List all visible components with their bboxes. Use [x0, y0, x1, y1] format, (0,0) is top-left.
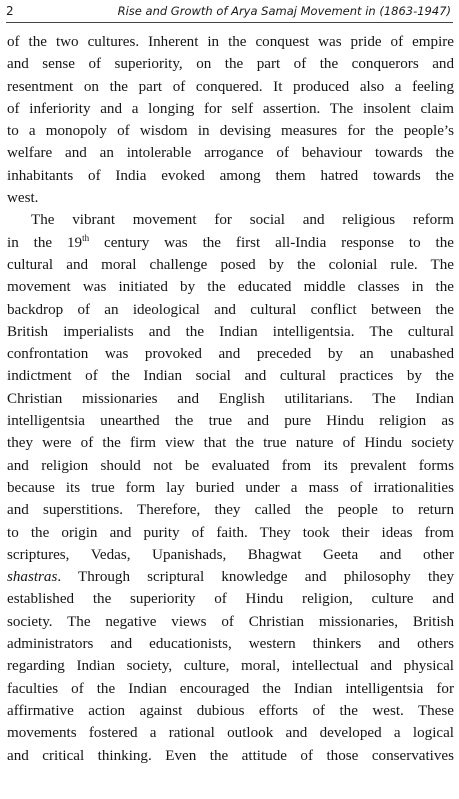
- text-fragment: in the 19: [7, 234, 83, 251]
- text-line: [7, 566, 454, 588]
- text-line: of inferiority and a longing for self assertion. The insolent claim: [7, 100, 454, 117]
- paragraph-2: [7, 209, 454, 766]
- text-line: to the origin and purity of faith. They took their ideas from: [7, 524, 454, 541]
- running-title: Rise and Growth of Arya Samaj Movement in (1863-1947): [117, 4, 451, 18]
- text-line: of the two cultures. Inherent in the conquest was pride of empire: [7, 34, 454, 50]
- text-line: regarding Indian society, culture, moral, intellectual and physical: [7, 658, 454, 675]
- text-line: inhabitants of India evoked among them hatred towards the: [7, 167, 454, 184]
- text-line: and critical thinking. Even the attitude of those conservatives: [7, 747, 454, 764]
- page-number: 2: [6, 4, 14, 18]
- text-line: and sense of superiority, on the part of the conquerors and: [7, 56, 454, 73]
- text-fragment: century was the first all-India response to the: [89, 234, 454, 251]
- text-line: administrators and educationists, western thinkers and others: [7, 636, 454, 653]
- text-line: to a monopoly of wisdom in devising measures for the people’s: [7, 123, 454, 140]
- text-line: west.: [7, 190, 39, 207]
- text-line: resentment on the part of conquered. It produced also a feeling: [7, 78, 454, 95]
- text-line: established the superiority of Hindu religion, culture and: [7, 591, 454, 608]
- text-line: intelligentsia unearthed the true and pure Hindu religion as: [7, 413, 454, 430]
- text-line: backdrop of an ideological and cultural conflict between the: [7, 301, 454, 318]
- text-line: Christian missionaries and English utilitarians. The Indian: [7, 390, 454, 407]
- text-line: movement was initiated by the educated middle classes in the: [7, 279, 454, 296]
- text-line: The vibrant movement for social and religious reform: [31, 212, 454, 229]
- text-line: they were of the firm view that the true nature of Hindu society: [7, 435, 454, 452]
- body-text: [7, 31, 454, 767]
- text-line: scriptures, Vedas, Upanishads, Bhagwat Geeta and other: [7, 546, 454, 563]
- text-line: [7, 232, 454, 254]
- text-line: cultural and moral challenge posed by the colonial rule. The: [7, 256, 454, 273]
- text-line: and religion should not be evaluated from its prevalent forms: [7, 457, 454, 474]
- text-fragment: . Through scriptural knowledge and philosophy they: [57, 569, 454, 586]
- text-line: British imperialists and the Indian intelligentsia. The cultural: [7, 323, 454, 340]
- text-line: affirmative action against dubious efforts of the west. These: [7, 702, 454, 719]
- text-line: confrontation was provoked and preceded by an unabashed: [7, 346, 454, 363]
- text-line: welfare and an intolerable arrogance of behaviour towards the: [7, 145, 454, 162]
- paragraph-1: [7, 31, 454, 209]
- page-header: [0, 0, 459, 26]
- text-line: because its true form lay buried under a mass of irrationalities: [7, 479, 454, 496]
- text-line: faculties of the Indian encouraged the Indian intelligentsia for: [7, 680, 454, 697]
- text-line: and superstitions. Therefore, they called the people to return: [7, 502, 454, 519]
- text-line: movements fostered a rational outlook and developed a logical: [7, 725, 454, 742]
- italic-term: shastras: [7, 569, 58, 586]
- header-rule: [6, 22, 453, 23]
- text-line: society. The negative views of Christian missionaries, British: [7, 613, 454, 630]
- superscript: th: [82, 232, 90, 243]
- text-line: indictment of the Indian social and cultural practices by the: [7, 368, 454, 385]
